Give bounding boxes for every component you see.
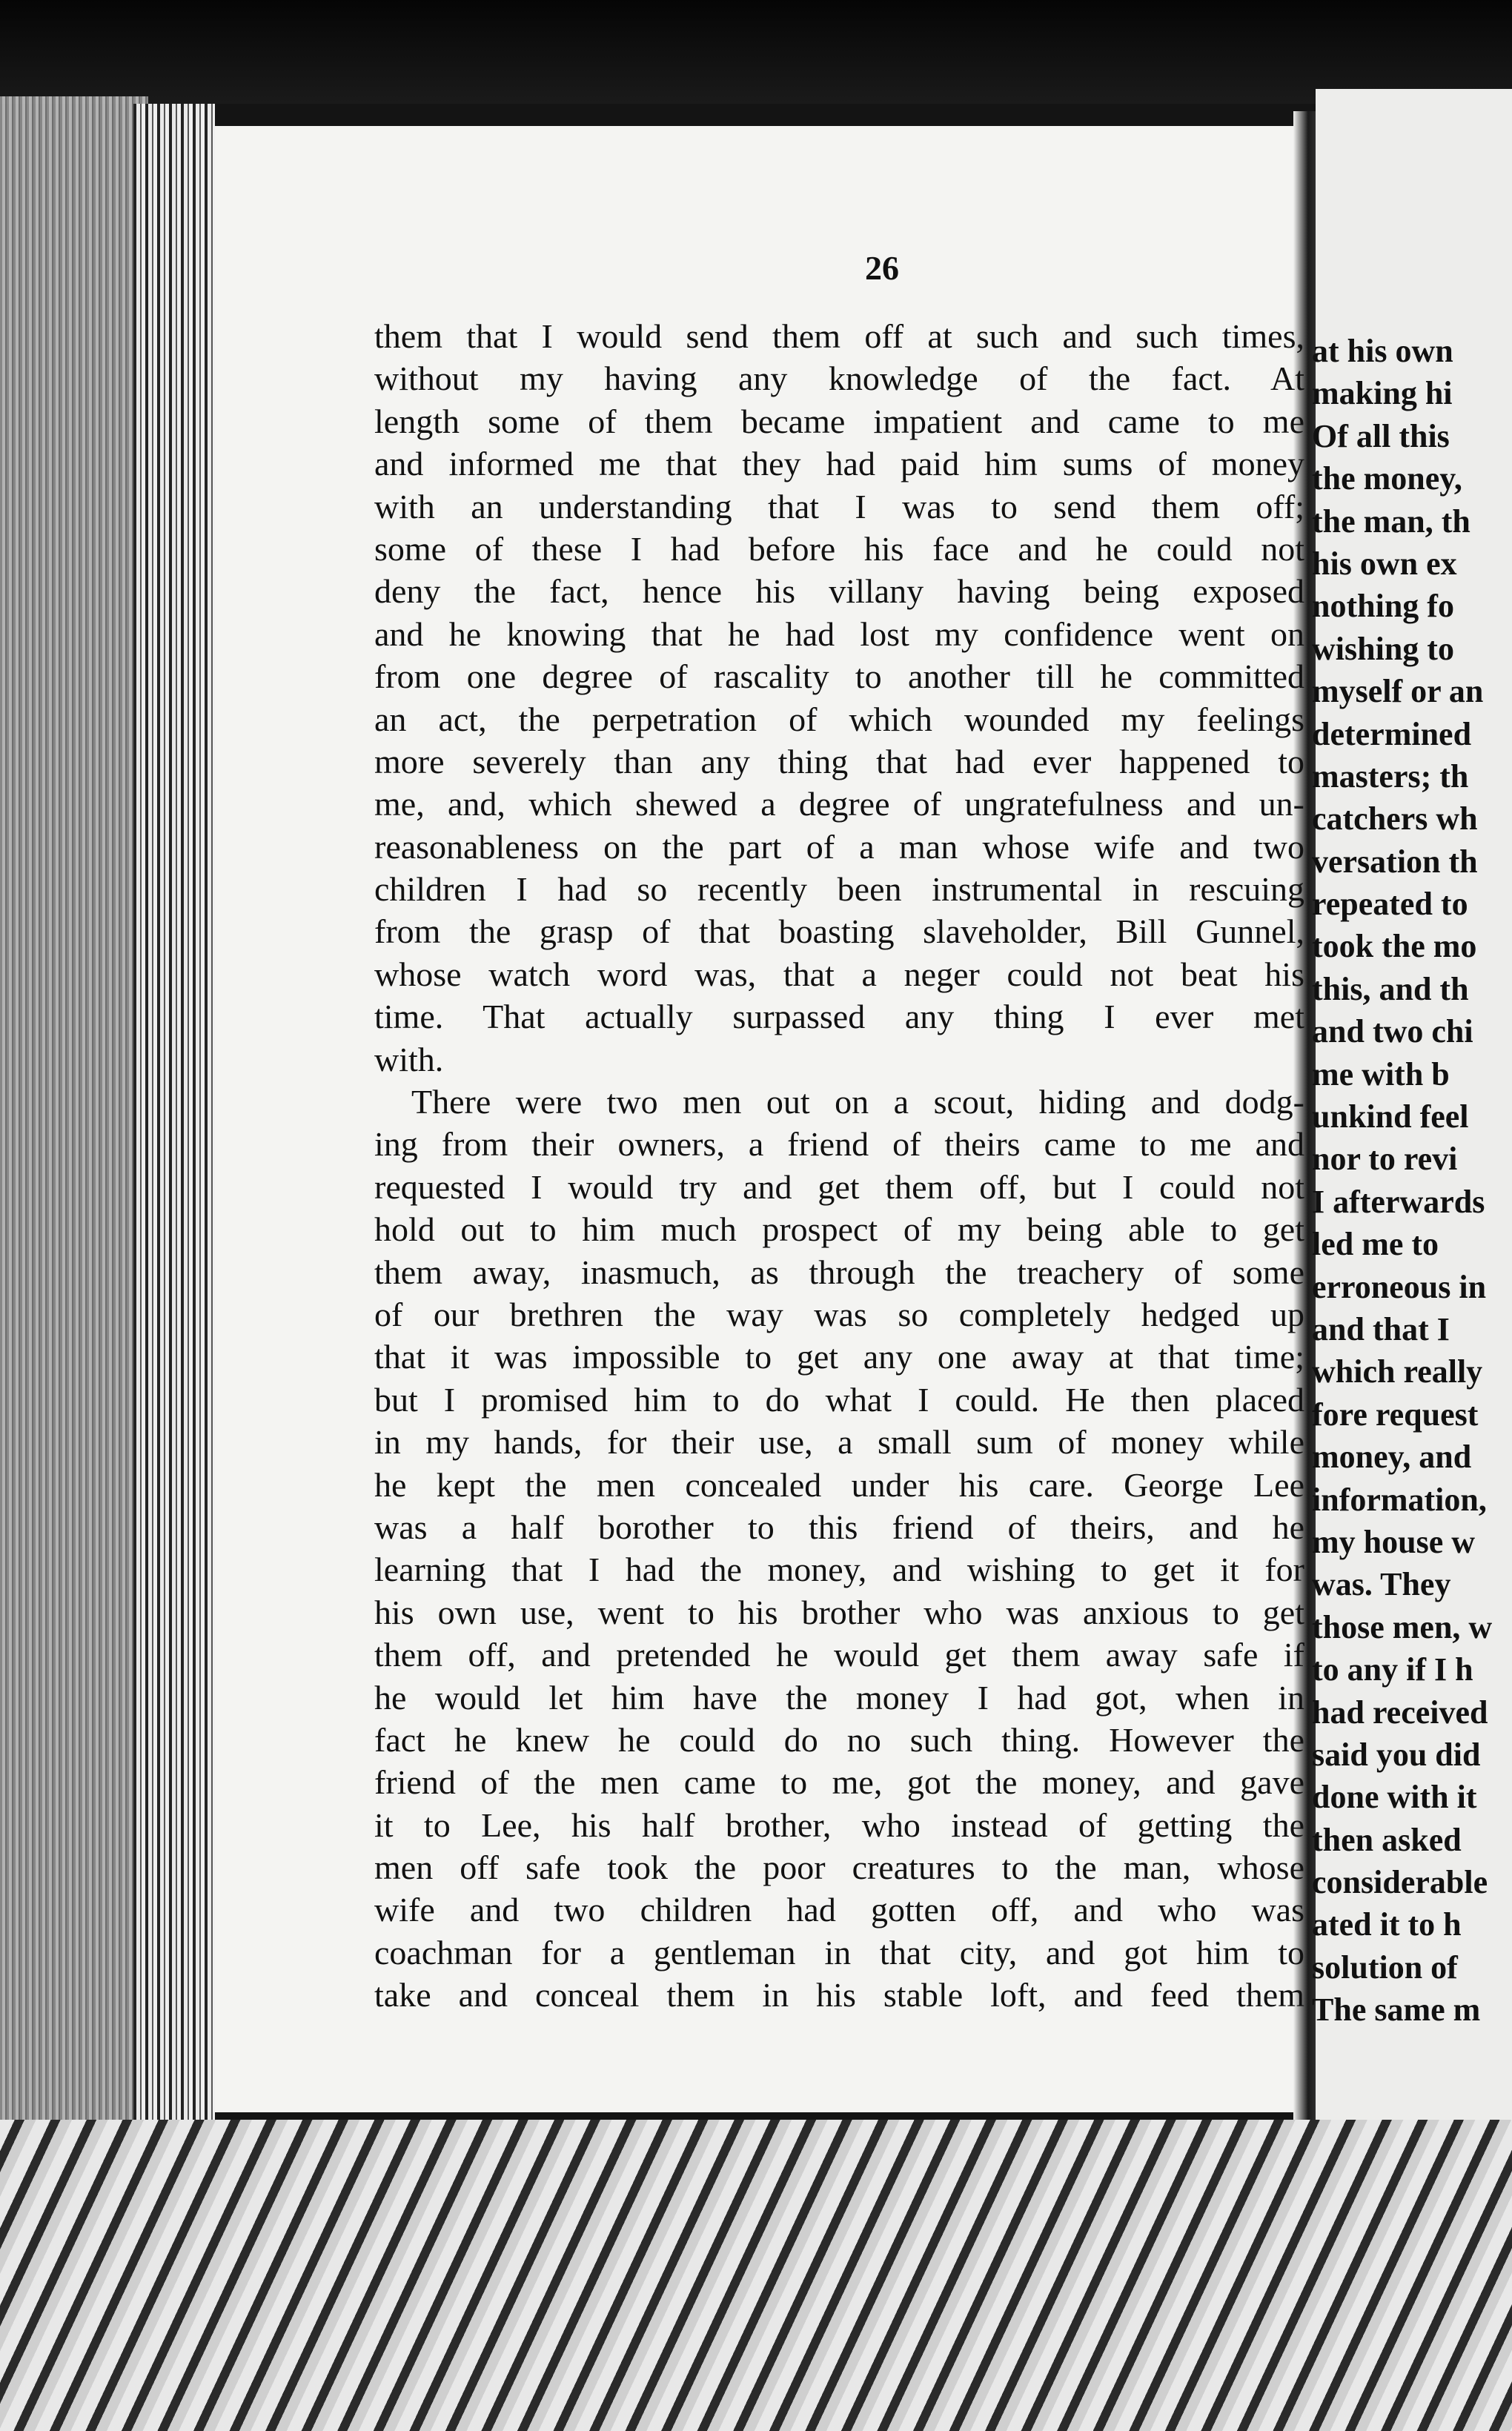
facing-text-line: ated it to h — [1312, 1906, 1462, 1943]
text-line: he would let him have the money I had got, when in — [374, 1678, 1304, 1717]
facing-text-line: and two chi — [1312, 1013, 1473, 1050]
text-line: he kept the men concealed under his care. George Lee — [374, 1465, 1304, 1504]
facing-text-line: to any if I h — [1312, 1651, 1473, 1688]
facing-text-line: erroneous in — [1312, 1268, 1487, 1305]
text-line: learning that I had the money, and wishing to get it for — [374, 1551, 1304, 1589]
text-line: more severely than any thing that had ever happened to — [374, 742, 1304, 780]
scan-background-bottom — [0, 2120, 1512, 2431]
text-line: them off, and pretended he would get them away safe if — [374, 1636, 1304, 1674]
text-line: of our brethren the way was so completely hedged up — [374, 1295, 1304, 1333]
facing-text-line: me with b — [1312, 1055, 1450, 1092]
facing-text-line: his own ex — [1312, 545, 1457, 582]
facing-text-line: the money, — [1312, 460, 1462, 497]
facing-text-line: took the mo — [1312, 928, 1477, 965]
text-line: length some of them became impatient and came to me — [374, 402, 1304, 440]
text-line: ing from their owners, a friend of theirs came to me and — [374, 1125, 1304, 1164]
facing-text-line: considerable — [1312, 1864, 1488, 1901]
facing-text-line: I afterwards — [1312, 1183, 1485, 1220]
facing-text-line: led me to — [1312, 1226, 1439, 1263]
facing-text-line: which really — [1312, 1353, 1483, 1390]
facing-text-line: the man, th — [1312, 503, 1470, 540]
text-line: that it was impossible to get any one away at that time; — [374, 1338, 1304, 1376]
facing-text-line: fore request — [1312, 1396, 1479, 1433]
text-line: hold out to him much prospect of my being able to get — [374, 1210, 1304, 1249]
text-line: some of these I had before his face and he could not — [374, 529, 1304, 568]
text-line: and he knowing that he had lost my confidence went on — [374, 614, 1304, 653]
facing-text-line: was. They — [1312, 1566, 1451, 1603]
facing-text-line: and that I — [1312, 1310, 1450, 1347]
text-line: from one degree of rascality to another till he committed — [374, 657, 1304, 696]
facing-text-line: nothing fo — [1312, 588, 1454, 625]
text-line: friend of the men came to me, got the money, and gave — [374, 1763, 1304, 1802]
text-line: children I had so recently been instrumental in rescuing — [374, 870, 1304, 909]
page-edges — [133, 104, 215, 2149]
page-text — [374, 315, 1304, 2017]
text-line: them away, inasmuch, as through the treachery of some — [374, 1253, 1304, 1291]
text-line: in my hands, for their use, a small sum of money while — [374, 1423, 1304, 1462]
facing-text-line: then asked — [1312, 1821, 1462, 1858]
text-line: me, and, which shewed a degree of ungratefulness and un- — [374, 785, 1304, 823]
text-line: from the grasp of that boasting slaveholder, Bill Gunnel, — [374, 912, 1304, 951]
facing-text-line: myself or an — [1312, 673, 1484, 710]
text-line: and informed me that they had paid him sums of money — [374, 445, 1304, 483]
text-line: reasonableness on the part of a man whose wife and two — [374, 827, 1304, 866]
facing-text-line: unkind feel — [1312, 1098, 1469, 1135]
facing-text-line: had received — [1312, 1694, 1488, 1731]
facing-text-line: solution of — [1312, 1949, 1458, 1986]
binding-shadow — [0, 96, 148, 2142]
text-line: deny the fact, hence his villany having being exposed — [374, 572, 1304, 611]
text-line: wife and two children had gotten off, and who was — [374, 1891, 1304, 1929]
text-line: was a half borother to this friend of theirs, and he — [374, 1508, 1304, 1546]
text-line: take and conceal them in his stable loft, and feed them — [374, 1976, 1304, 2014]
facing-text-line: this, and th — [1312, 970, 1469, 1007]
facing-text-line: catchers wh — [1312, 800, 1478, 838]
facing-text-line: information, — [1312, 1481, 1487, 1518]
facing-text-line: The same m — [1312, 1991, 1481, 2029]
text-line: men off safe took the poor creatures to the man, whose — [374, 1848, 1304, 1887]
text-line: but I promised him to do what I could. He then placed — [374, 1380, 1304, 1419]
facing-text-line: done with it — [1312, 1779, 1477, 1816]
facing-text-line: Of all this — [1312, 417, 1450, 454]
text-line: with an understanding that I was to send them off; — [374, 487, 1304, 525]
text-line: them that I would send them off at such and such times, — [374, 317, 1304, 355]
text-line: his own use, went to his brother who was anxious to get — [374, 1593, 1304, 1631]
facing-text-line: at his own — [1312, 333, 1453, 369]
text-line: whose watch word was, that a neger could not beat his — [374, 955, 1304, 993]
text-line: requested I would try and get them off, but I could not — [374, 1167, 1304, 1206]
text-line: coachman for a gentleman in that city, and got him to — [374, 1933, 1304, 1971]
facing-page-text — [1312, 330, 1512, 2032]
facing-text-line: money, and — [1312, 1439, 1472, 1476]
facing-text-line: wishing to — [1312, 630, 1454, 667]
facing-text-line: my house w — [1312, 1523, 1476, 1560]
facing-text-line: versation th — [1312, 843, 1478, 880]
text-line: There were two men out on a scout, hiding and dodg- — [411, 1083, 1304, 1121]
page-number: 26 — [865, 249, 899, 287]
facing-text-line: said you did — [1312, 1736, 1481, 1773]
text-line: fact he knew he could do no such thing. However the — [374, 1720, 1304, 1759]
scan-background-top — [0, 0, 1512, 104]
text-line: it to Lee, his half brother, who instead of getting the — [374, 1805, 1304, 1844]
facing-text-line: masters; th — [1312, 757, 1469, 795]
text-line: time. That actually surpassed any thing I ever met — [374, 998, 1304, 1036]
facing-text-line: nor to revi — [1312, 1141, 1458, 1178]
facing-text-line: those men, w — [1312, 1608, 1493, 1645]
facing-text-line: determined — [1312, 715, 1472, 752]
text-line: without my having any knowledge of the fact. At — [374, 359, 1304, 398]
text-line: an act, the perpetration of which wounded my feelings — [374, 700, 1304, 738]
text-line: with. — [374, 1040, 444, 1078]
facing-text-line: repeated to — [1312, 886, 1468, 923]
facing-text-line: making hi — [1312, 375, 1453, 412]
